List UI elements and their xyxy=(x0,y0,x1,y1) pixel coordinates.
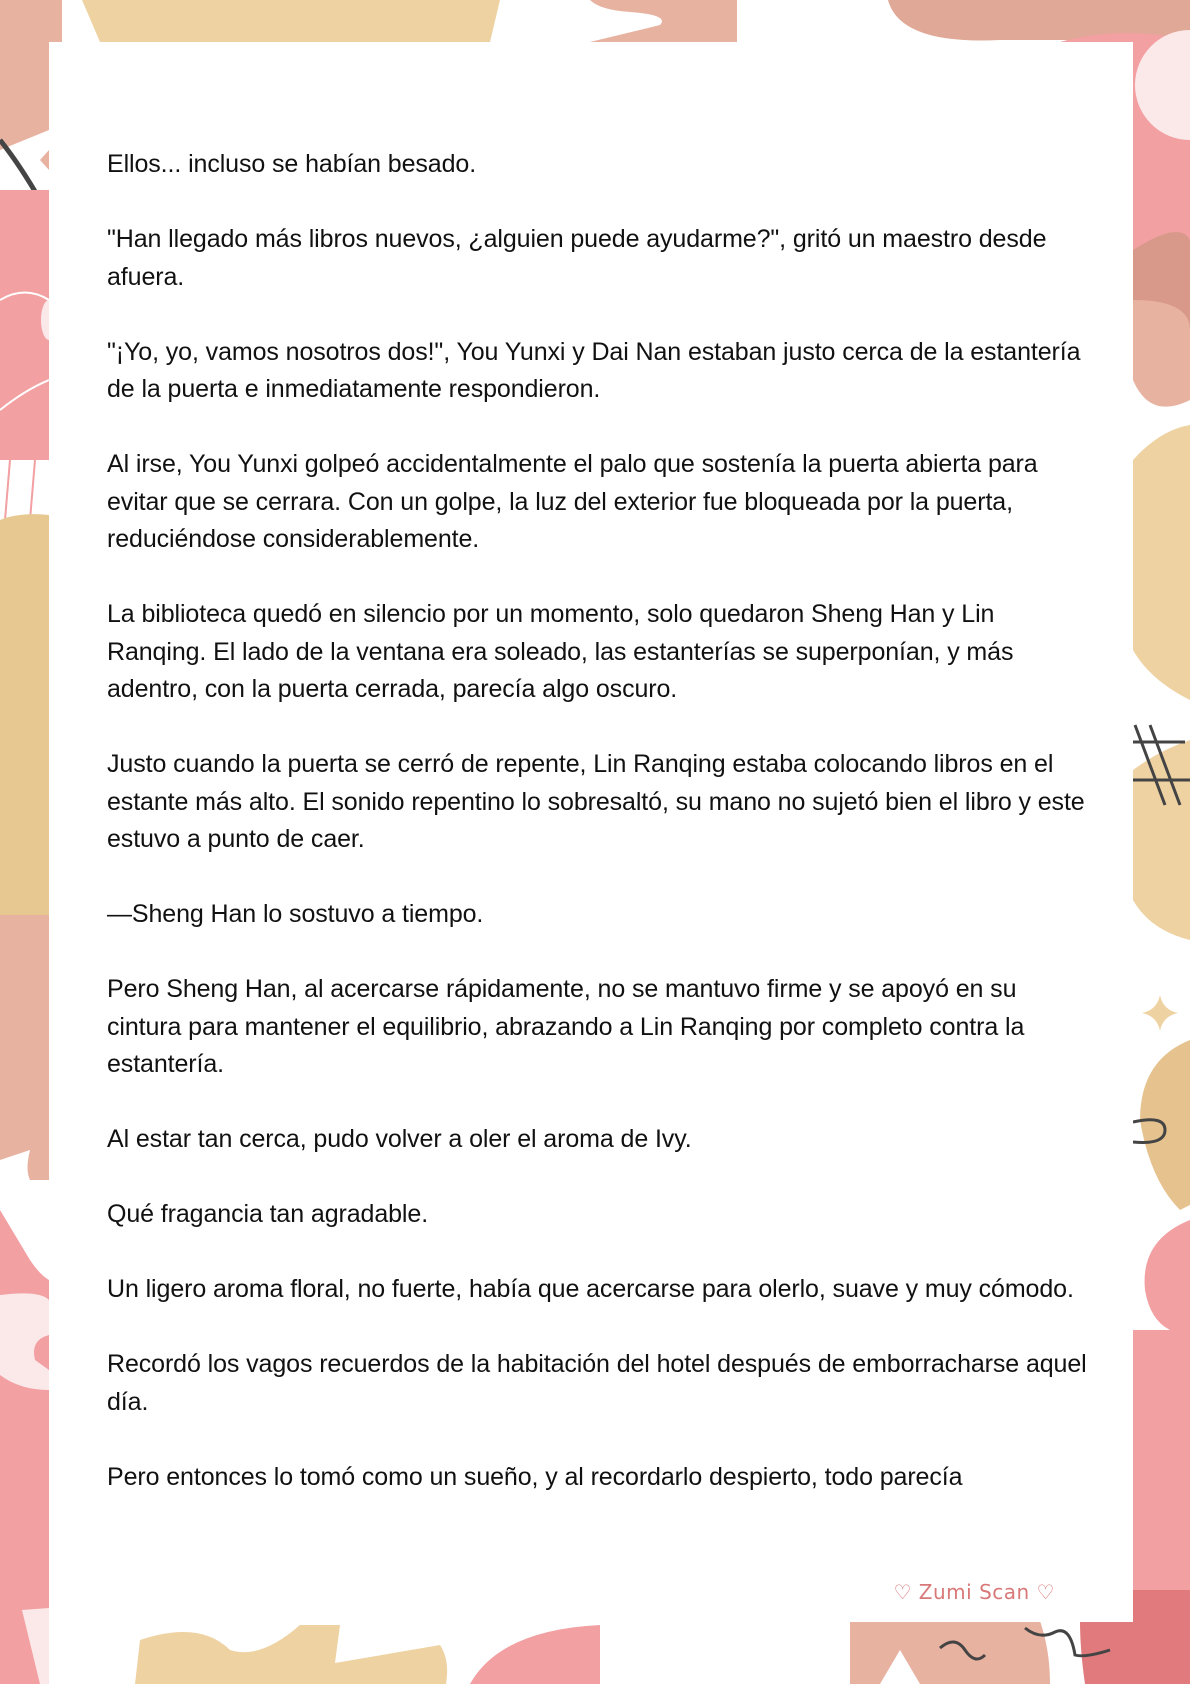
peach-bottom-icon xyxy=(850,1621,1050,1684)
sparkle-icon xyxy=(1142,995,1178,1031)
story-text xyxy=(107,146,1097,1534)
paragraph: Un ligero aroma floral, no fuerte, había que acercarse para olerlo, suave y muy cómodo. xyxy=(107,1275,1074,1303)
sand-left-icon xyxy=(0,514,49,915)
pink-bottom-blob-icon xyxy=(470,1625,600,1684)
paragraph: La biblioteca quedó en silencio por un momento, solo quedaron Sheng Han y Lin Ranqing. El lado de la ventana era soleado, las estanterías se superponían, y más adentro, con la puerta cerrada, parecía algo oscuro. xyxy=(107,600,1014,703)
sand-right-icon xyxy=(1133,425,1190,700)
sand-bottom-icon xyxy=(135,1625,447,1684)
paragraph: Pero entonces lo tomó como un sueño, y al recordarlo despierto, todo parecía xyxy=(107,1462,963,1491)
document-page xyxy=(49,42,1133,1622)
paragraph: —Sheng Han lo sostuvo a tiempo. xyxy=(107,900,484,928)
paragraph: Qué fragancia tan agradable. xyxy=(107,1200,429,1228)
sand-band-icon xyxy=(82,0,500,42)
paragraph: "¡Yo, yo, vamos nosotros dos!", You Yunxi y Dai Nan estaban justo cerca de la estantería de la puerta e inmediatamente respondieron. xyxy=(107,337,1081,403)
paragraph: Pero Sheng Han, al acercarse rápidamente, no se mantuvo firme y se apoyó en su cintura para mantener el equilibrio, abrazando a Lin Ranqing por completo contra la estantería. xyxy=(107,975,1025,1078)
paragraph: Al irse, You Yunxi golpeó accidentalmente el palo que sostenía la puerta abierta para evitar que se cerrara. Con un golpe, la luz del exterior fue bloqueada por la puerta, reduciéndose considerablemente. xyxy=(107,450,1038,553)
paragraph: Ellos... incluso se habían besado. xyxy=(107,150,477,178)
paragraph: Recordó los vagos recuerdos de la habitación del hotel después de emborracharse aquel día. xyxy=(107,1350,1087,1416)
peach-wave-icon xyxy=(590,0,737,42)
peach-left-blob-icon xyxy=(0,915,49,1180)
watermark: ♡ Zumi Scan ♡ xyxy=(893,1580,1055,1604)
paragraph: Al estar tan cerca, pudo volver a oler el aroma de Ivy. xyxy=(107,1125,692,1153)
paragraph: "Han llegado más libros nuevos, ¿alguien puede ayudarme?", gritó un maestro desde afuera. xyxy=(107,225,1047,291)
paragraph: Justo cuando la puerta se cerró de repente, Lin Ranqing estaba colocando libros en el estante más alto. El sonido repentino lo sobresaltó, su mano no sujetó bien el libro y este estuvo a punto de caer. xyxy=(107,750,1085,853)
